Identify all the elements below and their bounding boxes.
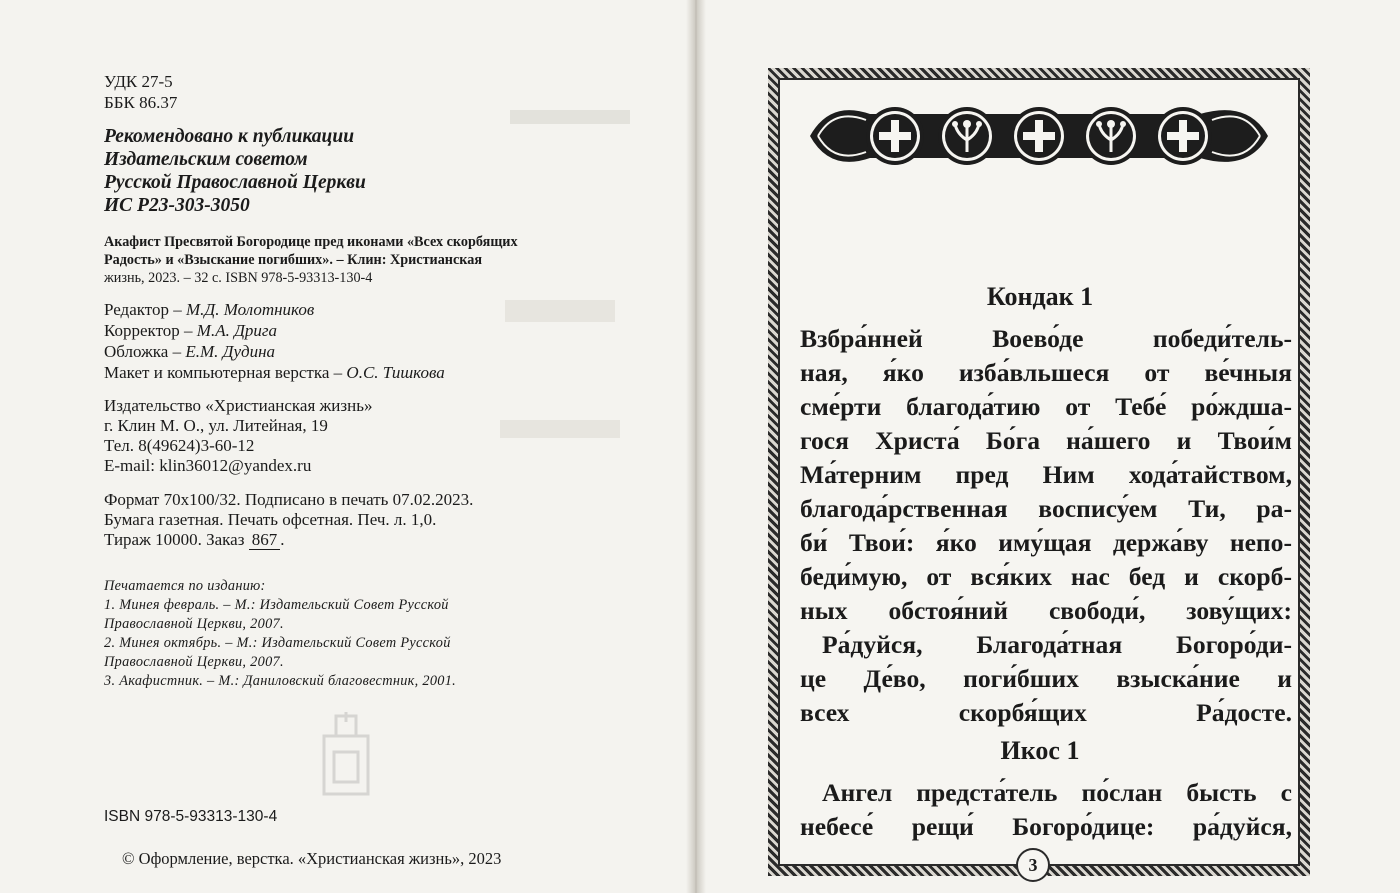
source-line: 2. Минея октябрь. – М.: Издательский Совет Русской [104,635,451,651]
headpiece-ornament-icon [800,92,1278,180]
page-number: 3 [1016,848,1050,882]
kondak-line: гося Христа́ Бо́га на́шего и Твои́м [800,426,1292,455]
bibliographic-line: жизнь, 2023. – 32 с. ISBN 978-5-93313-130-4 [104,270,373,286]
ikos-heading: Икос 1 [1000,736,1080,765]
copyright: © Оформление, верстка. «Христианская жизнь», 2023 [122,849,502,868]
isbn: ISBN 978-5-93313-130-4 [104,808,278,825]
publisher-phone: Тел. 8(49624)3-60-12 [104,436,255,455]
recommendation-line: Издательским советом [104,149,308,170]
recommendation-code: ИС Р23-303-3050 [104,195,250,216]
kondak-line: ных обстоя́ний свободи́, зову́щих: [800,596,1292,625]
bbk-code: ББК 86.37 [104,93,178,112]
kondak-line: Взбра́нней Воево́де победи́тель- [800,324,1292,353]
layout-credit: Макет и компьютерная верстка – О.С. Тишкова [104,363,445,382]
sources-heading: Печатается по изданию: [104,578,266,594]
book-gutter [686,0,706,893]
source-line: Православной Церкви, 2007. [104,616,284,632]
kondak-line: Ма́терним пред Ним хода́тайством, [800,460,1292,489]
kondak-line: благода́рственная воспису́ем Ти, ра- [800,494,1292,523]
kondak-heading: Кондак 1 [986,282,1094,311]
kondak-line: беди́мую, от вся́ких нас бед и скорб- [800,562,1292,591]
bibliographic-line: Акафист Пресвятой Богородице пред иконами «Всех скорбящих [104,234,518,250]
source-line: 1. Минея февраль. – М.: Издательский Совет Русской [104,597,449,613]
publisher-emblem-icon [318,712,374,798]
kondak-refrain-line: Ра́дуйся, Благода́тная Богоро́ди- [822,630,1292,659]
cover-credit: Обложка – Е.М. Дудина [104,342,275,361]
kondak-line: ная, я́ко изба́вльшеся от ве́чныя [800,358,1292,387]
bibliographic-line: Радость» и «Взыскание погибших». – Клин: Христианская [104,252,483,268]
print-run: Тираж 10000. Заказ 867 . [104,530,285,549]
kondak-refrain-line: це Де́во, поги́бших взыска́ние и [800,664,1292,693]
ikos-line: небесе́ рещи́ Богоро́дице: ра́дуйся, [800,812,1292,841]
ikos-line: Ангел предста́тель по́слан бысть с [822,778,1292,807]
editor-credit: Редактор – М.Д. Молотников [104,300,315,319]
order-number: 867 [249,530,281,550]
publisher-email: E-mail: klin36012@yandex.ru [104,456,312,475]
recommendation-line: Рекомендовано к публикации [104,126,355,147]
paper-info: Бумага газетная. Печать офсетная. Печ. л. 1,0. [104,510,437,529]
show-through [505,300,615,322]
kondak-refrain-line: всех скорбя́щих Ра́досте. [800,698,1292,727]
show-through [500,420,620,438]
source-line: 3. Акафистник. – М.: Даниловский благовестник, 2001. [104,673,457,689]
publisher-address: г. Клин М. О., ул. Литейная, 19 [104,416,328,435]
show-through [510,110,630,124]
corrector-credit: Корректор – М.А. Дрига [104,321,278,340]
udk-code: УДК 27-5 [104,72,173,91]
print-format: Формат 70х100/32. Подписано в печать 07.02.2023. [104,490,474,509]
recommendation-line: Русской Православной Церкви [104,172,366,193]
kondak-line: сме́рти благода́тию от Тебе́ ро́ждша- [800,392,1292,421]
publisher-name: Издательство «Христианская жизнь» [104,396,373,415]
kondak-line: би́ Твои́: я́ко иму́щая держа́ву непо- [800,528,1292,557]
source-line: Православной Церкви, 2007. [104,654,284,670]
